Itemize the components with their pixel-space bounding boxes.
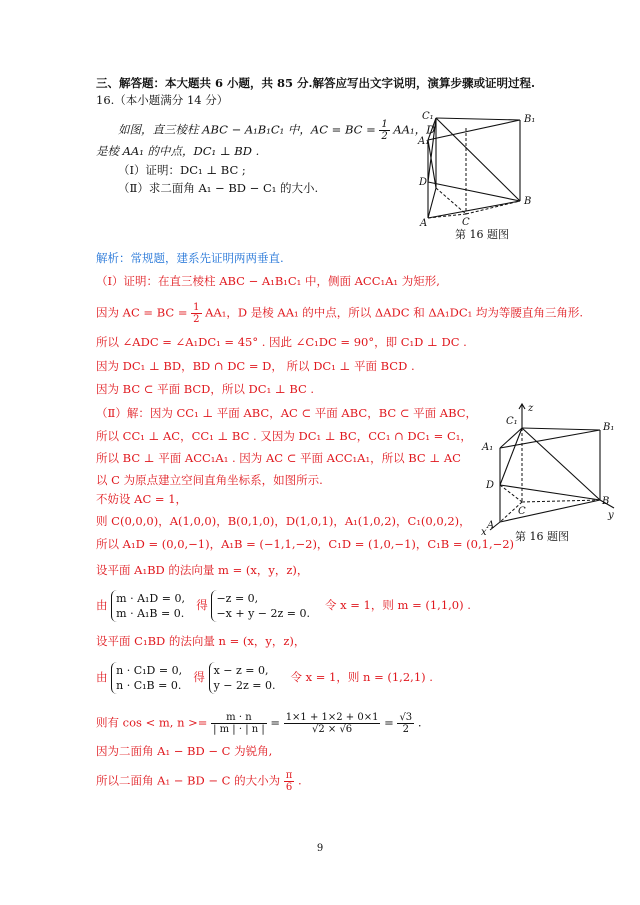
problem-part2: （Ⅱ）求二面角 A₁ − BD − C₁ 的大小. [118, 181, 319, 195]
label2-D: D [486, 480, 495, 491]
problem-number: 16.（本小题满分 14 分） [96, 93, 229, 107]
problem-statement-line1: 如图，直三棱柱 ABC − A₁B₁C₁ 中，AC = BC = $\frac{1}{2}$ AA₁，D [118, 119, 436, 142]
axis-label-z: z [528, 403, 534, 414]
equation-system-1: 由 m · A₁D = 0, m · A₁B = 0. 得 −z = 0, −x + y − 2z = 0. 令 x = 1，则 m = (1,1,0) . [96, 592, 471, 620]
solution-line-16: 所以二面角 A₁ − BD − C 的大小为 $\frac{\pi}{6}$ . [96, 770, 302, 793]
solution-line-10: 不妨设 AC = 1， [96, 492, 188, 506]
solution-line-6: （Ⅱ）解：因为 CC₁ ⊥ 平面 ABC，AC ⊂ 平面 ABC，BC ⊂ 平面 ABC， [96, 406, 478, 420]
solution-line-5: 因为 BC ⊂ 平面 BCD，所以 DC₁ ⊥ BC . [96, 382, 315, 396]
label-C1: C₁ [422, 111, 434, 122]
figure1-caption: 第 16 题图 [455, 228, 509, 241]
system1-brace: m · A₁D = 0, m · A₁B = 0. [111, 590, 189, 622]
solution-line-1: （Ⅰ）证明：在直三棱柱 ABC − A₁B₁C₁ 中，侧面 ACC₁A₁ 为矩形, [96, 274, 440, 288]
axis-label-x: x [481, 527, 487, 538]
solution-line-2: 因为 AC = BC = $\frac{1}{2}$ AA₁，D 是棱 AA₁ 的中点，所以 ΔADC 和 ΔA₁DC₁ 均为等腰直角三角形. [96, 302, 584, 325]
figure2-caption: 第 16 题图 [515, 530, 569, 543]
solution-line-9: 以 C 为原点建立空间直角坐标系，如图所示. [96, 473, 323, 487]
label-D: D [419, 177, 428, 188]
cosine-formula: 则有 cos < m, n >= $\frac{m \cdot n}{| m | \cdot | n |}$ = $\frac{1\times 1 + 1\times 2 + 0\times 1}{√2 \times √6}$ = $\frac{√3}{2}$ . [96, 712, 422, 735]
solution-line-8: 所以 BC ⊥ 平面 ACC₁A₁ . 因为 AC ⊂ 平面 ACC₁A₁，所以 BC ⊥ AC [96, 451, 461, 465]
page-number: 9 [316, 843, 324, 854]
solution-line-12: 所以 A₁D = (0,0,−1)，A₁B = (−1,1,−2)，C₁D = (1,0,−1)，C₁B = (0,1,−2) [96, 537, 515, 551]
fraction-pi-six: $\frac{\pi}{6}$ [285, 770, 293, 793]
equation-system-2: 由 n · C₁D = 0, n · C₁B = 0. 得 x − z = 0, y − 2z = 0. 令 x = 1，则 n = (1,2,1) . [96, 664, 433, 692]
solution-line-11: 则 C(0,0,0)，A(1,0,0)，B(0,1,0)，D(1,0,1)，A₁(1,0,2)，C₁(0,0,2)， [96, 514, 471, 528]
fraction-one-half-2: $\frac{1}{2}$ [193, 302, 200, 325]
problem-statement-line2: 是棱 AA₁ 的中点，DC₁ ⊥ BD . [96, 144, 260, 158]
label-C: C [462, 217, 470, 228]
cos-fraction-3: $\frac{√3}{2}$ [399, 712, 413, 735]
label2-A1: A₁ [482, 442, 494, 453]
solution-line-4: 因为 DC₁ ⊥ BD，BD ∩ DC = D， 所以 DC₁ ⊥ 平面 BCD . [96, 359, 415, 373]
analysis-note: 解析：常规题，建系先证明两两垂直. [96, 251, 284, 265]
system2-brace: n · C₁D = 0, n · C₁B = 0. [111, 662, 186, 694]
system2-result-brace: x − z = 0, y − 2z = 0. [209, 662, 280, 694]
system1-result-brace: −z = 0, −x + y − 2z = 0. [211, 590, 314, 622]
label-B1: B₁ [524, 114, 536, 125]
label2-A: A [487, 520, 495, 531]
cos-fraction-2: $\frac{1\times 1 + 1\times 2 + 0\times 1}{√2 \times √6}$ [285, 712, 379, 735]
section-heading: 三、解答题：本大题共 6 小题，共 85 分.解答应写出文字说明，演算步骤或证明过程. [96, 76, 536, 90]
prism-figure-1 [420, 108, 550, 228]
label-A1: A₁ [418, 136, 430, 147]
problem-part1: （Ⅰ）证明：DC₁ ⊥ BC ; [118, 163, 246, 177]
label2-B: B [602, 496, 610, 507]
label2-B1: B₁ [603, 422, 615, 433]
solution-line-3: 所以 ∠ADC = ∠A₁DC₁ = 45° . 因此 ∠C₁DC = 90°，即 C₁D ⊥ DC . [96, 335, 467, 349]
cos-fraction-1: $\frac{m \cdot n}{| m | \cdot | n |}$ [213, 712, 265, 735]
label2-C1: C₁ [506, 416, 518, 427]
solution-line-15: 因为二面角 A₁ − BD − C 为锐角, [96, 744, 273, 758]
label2-C: C [518, 506, 526, 517]
solution-line-14: 设平面 C₁BD 的法向量 n = (x，y，z)， [96, 634, 306, 648]
label-A: A [420, 218, 428, 229]
fraction-one-half: $\frac{1}{2}$ [381, 119, 388, 142]
solution-line-13: 设平面 A₁BD 的法向量 m = (x，y，z)， [96, 563, 309, 577]
axis-label-y: y [608, 510, 614, 521]
label-B: B [524, 196, 532, 207]
solution-line-7: 所以 CC₁ ⊥ AC，CC₁ ⊥ BC . 又因为 DC₁ ⊥ BC，CC₁ ∩ DC₁ = C₁， [96, 429, 472, 443]
